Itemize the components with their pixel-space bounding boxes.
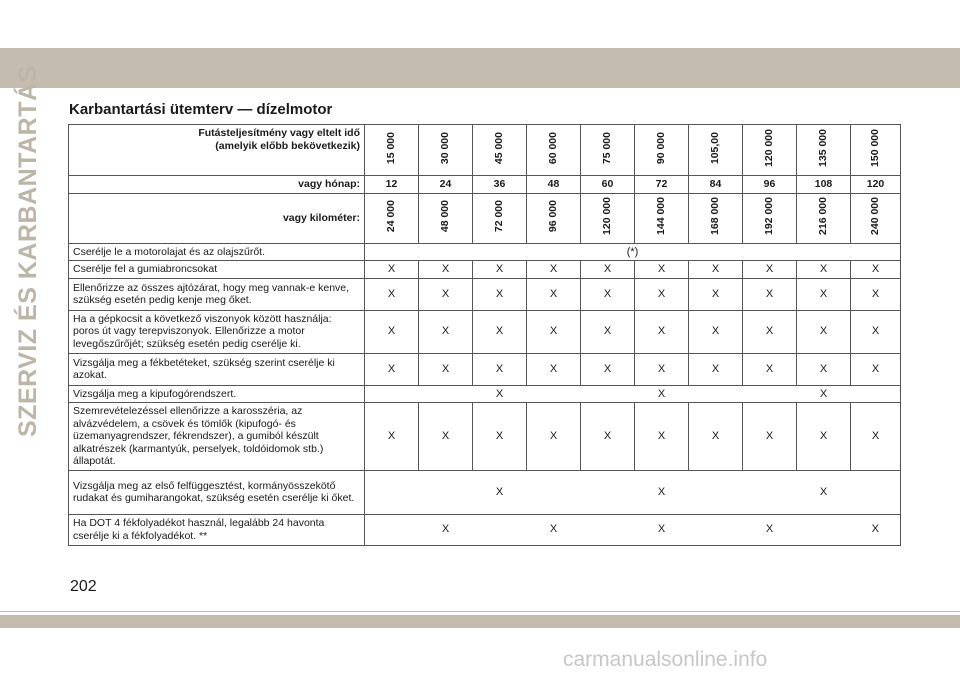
maintenance-schedule-table	[68, 124, 901, 546]
mileage-cell: 90 000	[635, 125, 689, 176]
interval-mark	[581, 470, 635, 514]
months-cell: 12	[365, 176, 419, 194]
mileage-cell: 75 000	[581, 125, 635, 176]
interval-mark: X	[527, 261, 581, 279]
table-row	[69, 403, 901, 471]
task-label: Szemrevételezéssel ellenőrizze a karosszéria, az alvázvédelem, a csövek és tömlők (kipufogó- és üzemanyagrendszer, fékrendszer), a gumiból készült alkatrészek (karmantyúk, perselyek, toldóidomok stb.) állapotát.	[69, 403, 365, 471]
km-label: vagy kilométer:	[69, 193, 365, 243]
interval-mark: X	[743, 278, 797, 310]
task-label: Ellenőrizze az összes ajtózárat, hogy meg vannak-e kenve, szükség esetén pedig kenje meg őket.	[69, 278, 365, 310]
km-cell: 24 000	[365, 193, 419, 243]
interval-mark: X	[419, 403, 473, 471]
mileage-cell: 150 000	[851, 125, 901, 176]
task-label: Cserélje le a motorolajat és az olajszűrőt.	[69, 243, 365, 261]
mileage-cell: 135 000	[797, 125, 851, 176]
interval-mark: X	[851, 353, 901, 385]
interval-mark	[851, 470, 901, 514]
months-cell: 84	[689, 176, 743, 194]
interval-mark	[527, 385, 581, 403]
interval-mark: X	[743, 403, 797, 471]
months-cell: 72	[635, 176, 689, 194]
interval-mark: X	[689, 310, 743, 353]
interval-mark: X	[581, 261, 635, 279]
table-row	[69, 261, 901, 279]
months-header-row	[69, 176, 901, 194]
interval-mark: X	[743, 310, 797, 353]
interval-mark: X	[527, 353, 581, 385]
interval-mark: X	[365, 310, 419, 353]
interval-mark: X	[635, 278, 689, 310]
bottom-decorative-bar	[0, 615, 960, 628]
task-label: Ha a gépkocsit a következő viszonyok között használja: poros út vagy terepviszonyok. Ellenőrizze a motor levegőszűrőjét; szükség esetén pedig cserélje ki.	[69, 310, 365, 353]
months-cell: 60	[581, 176, 635, 194]
mileage-cell: 105,00	[689, 125, 743, 176]
interval-mark: X	[527, 310, 581, 353]
interval-mark: X	[851, 278, 901, 310]
page-title: Karbantartási ütemterv — dízelmotor	[69, 101, 333, 118]
interval-mark: X	[851, 310, 901, 353]
interval-mark: X	[473, 470, 527, 514]
table-row	[69, 514, 901, 545]
table-row	[69, 353, 901, 385]
interval-mark	[743, 470, 797, 514]
interval-mark: X	[635, 403, 689, 471]
interval-mark: X	[419, 514, 473, 545]
interval-mark: X	[419, 310, 473, 353]
interval-mark: X	[473, 353, 527, 385]
top-decorative-bar	[0, 48, 960, 88]
interval-mark: X	[473, 261, 527, 279]
interval-mark: X	[635, 353, 689, 385]
interval-mark	[365, 514, 419, 545]
interval-mark: X	[689, 353, 743, 385]
interval-mark	[419, 385, 473, 403]
interval-mark: X	[365, 278, 419, 310]
interval-mark: X	[851, 261, 901, 279]
mileage-label-line2: (amelyik előbb bekövetkezik)	[215, 139, 360, 152]
interval-mark: X	[581, 278, 635, 310]
bottom-divider	[0, 611, 960, 612]
km-cell: 240 000	[851, 193, 901, 243]
interval-mark	[581, 514, 635, 545]
interval-mark	[689, 385, 743, 403]
km-cell: 144 000	[635, 193, 689, 243]
interval-mark	[581, 385, 635, 403]
mileage-cell: 15 000	[365, 125, 419, 176]
mileage-label-line1: Futásteljesítmény vagy eltelt idő	[198, 127, 360, 139]
interval-mark: X	[797, 385, 851, 403]
interval-mark: X	[635, 514, 689, 545]
interval-mark	[743, 385, 797, 403]
interval-mark: X	[797, 310, 851, 353]
interval-mark: X	[473, 403, 527, 471]
km-cell: 120 000	[581, 193, 635, 243]
interval-mark: X	[635, 385, 689, 403]
interval-mark: X	[797, 278, 851, 310]
interval-mark	[365, 470, 419, 514]
interval-mark: X	[743, 353, 797, 385]
months-cell: 120	[851, 176, 901, 194]
km-cell: 192 000	[743, 193, 797, 243]
interval-mark: X	[635, 310, 689, 353]
interval-mark: X	[419, 353, 473, 385]
interval-mark: X	[743, 514, 797, 545]
section-side-title: SZERVIZ ÉS KARBANTARTÁS	[14, 65, 42, 437]
interval-mark: X	[473, 278, 527, 310]
interval-mark: X	[689, 261, 743, 279]
mileage-cell: 45 000	[473, 125, 527, 176]
interval-mark: X	[527, 278, 581, 310]
months-cell: 96	[743, 176, 797, 194]
interval-mark: X	[797, 403, 851, 471]
mileage-cell: 120 000	[743, 125, 797, 176]
interval-mark: X	[365, 353, 419, 385]
interval-mark: X	[635, 261, 689, 279]
months-cell: 24	[419, 176, 473, 194]
interval-mark	[851, 385, 901, 403]
oil-change-note: (*)	[365, 243, 901, 261]
task-label: Cserélje fel a gumiabroncsokat	[69, 261, 365, 279]
table-row	[69, 243, 901, 261]
interval-mark: X	[419, 278, 473, 310]
interval-mark: X	[527, 514, 581, 545]
interval-mark	[689, 514, 743, 545]
watermark-text: carmanualsonline.info	[563, 648, 768, 671]
interval-mark: X	[419, 261, 473, 279]
interval-mark: X	[581, 403, 635, 471]
km-cell: 48 000	[419, 193, 473, 243]
interval-mark: X	[635, 470, 689, 514]
interval-mark: X	[527, 403, 581, 471]
km-header-row	[69, 193, 901, 243]
mileage-cell: 60 000	[527, 125, 581, 176]
km-cell: 72 000	[473, 193, 527, 243]
interval-mark	[419, 470, 473, 514]
task-label: Vizsgálja meg a fékbetéteket, szükség szerint cserélje ki azokat.	[69, 353, 365, 385]
interval-mark: X	[851, 514, 901, 545]
months-label: vagy hónap:	[69, 176, 365, 194]
interval-mark: X	[797, 353, 851, 385]
table-row	[69, 310, 901, 353]
page-number: 202	[70, 578, 97, 595]
interval-mark: X	[797, 470, 851, 514]
task-label: Vizsgálja meg a kipufogórendszert.	[69, 385, 365, 403]
interval-mark: X	[365, 261, 419, 279]
interval-mark: X	[689, 278, 743, 310]
interval-mark: X	[473, 310, 527, 353]
interval-mark: X	[689, 403, 743, 471]
km-cell: 216 000	[797, 193, 851, 243]
interval-mark: X	[365, 403, 419, 471]
task-label: Ha DOT 4 fékfolyadékot használ, legalább 24 havonta cserélje ki a fékfolyadékot. **	[69, 514, 365, 545]
table-row	[69, 385, 901, 403]
interval-mark: X	[851, 403, 901, 471]
mileage-cell: 30 000	[419, 125, 473, 176]
interval-mark: X	[743, 261, 797, 279]
interval-mark	[473, 514, 527, 545]
interval-mark	[365, 385, 419, 403]
interval-mark	[689, 470, 743, 514]
km-cell: 96 000	[527, 193, 581, 243]
interval-mark	[797, 514, 851, 545]
task-label: Vizsgálja meg az első felfüggesztést, kormányösszekötő rudakat és gumiharangokat, szükség esetén cserélje ki őket.	[69, 470, 365, 514]
months-cell: 48	[527, 176, 581, 194]
interval-mark	[527, 470, 581, 514]
table-row	[69, 278, 901, 310]
mileage-header-label	[69, 125, 365, 176]
months-cell: 36	[473, 176, 527, 194]
mileage-header-row	[69, 125, 901, 176]
months-cell: 108	[797, 176, 851, 194]
km-cell: 168 000	[689, 193, 743, 243]
interval-mark: X	[581, 353, 635, 385]
interval-mark: X	[581, 310, 635, 353]
interval-mark: X	[797, 261, 851, 279]
interval-mark: X	[473, 385, 527, 403]
table-row	[69, 470, 901, 514]
